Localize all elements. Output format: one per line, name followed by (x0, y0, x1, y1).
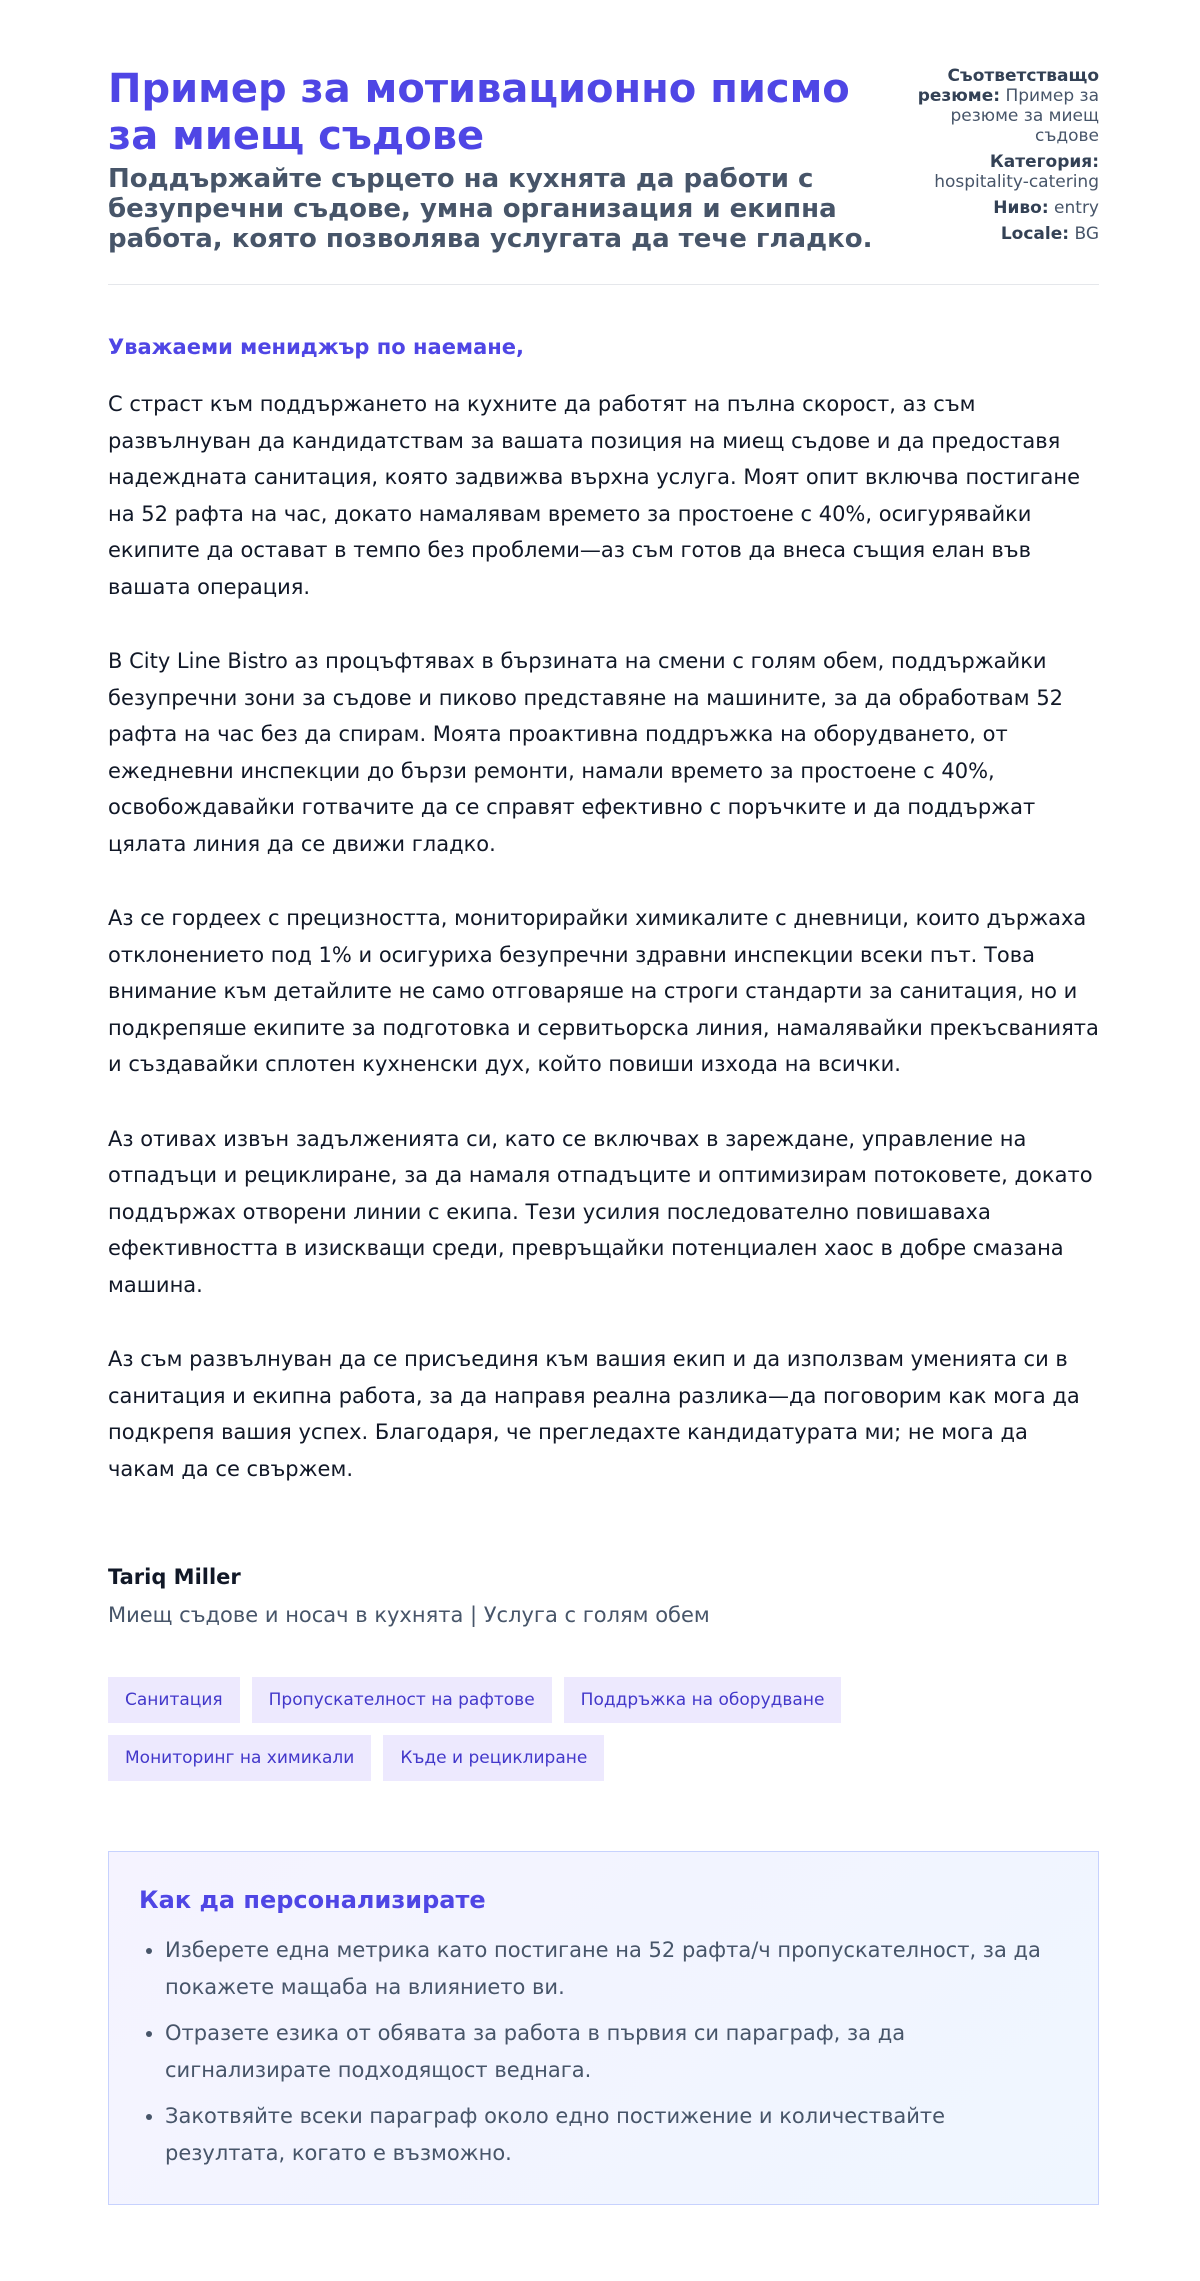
tag: Поддръжка на оборудване (564, 1677, 842, 1723)
meta-level: Ниво: entry (993, 198, 1099, 218)
meta-category: Категория: hospitality-catering (934, 152, 1099, 192)
salutation: Уважаеми мениджър по наемане, (108, 335, 525, 359)
paragraph: Аз се гордеех с прецизността, мониторирайки химикалите с дневници, които държаха отклонението под 1% и осигуриха безупречни здравни инспекции всеки път. Това внимание към детайлите не само отговаряше на строги стандарти за санитация, но и подкрепяше екипите за подготовка и сервитьорска линия, намалявайки прекъсванията и създавайки сплотен кухненски дух, който повиши изхода на всички. (108, 906, 1099, 1076)
tips-box (108, 1851, 1099, 2205)
tag-list (108, 1677, 888, 1781)
meta-panel (899, 66, 1099, 250)
signature-title: Миещ съдове и носач в кухнята | Услуга с голям обем (108, 1603, 710, 1627)
paragraph: Аз съм развълнуван да се присъединя към вашия екип и да използвам уменията си в санитация и екипна работа, за да направя реална разлика—да поговорим как мога да подкрепя вашия успех. Благодаря, че прегледахте кандидатурата ми; не мога да чакам да се свържем. (108, 1347, 1080, 1481)
page-subtitle: Поддържайте сърцето на кухнята да работи с безупречни съдове, умна организация и екипна работа, която позволява услугата да тече гладко. (108, 164, 873, 254)
page-title: Пример за мотивационно писмо за миещ съдове (108, 66, 850, 159)
tip-item: • Отразете езика от обявата за работа в първия си параграф, за да сигнализирате подходящост веднага. (165, 2015, 1068, 2089)
paragraph: Аз отивах извън задълженията си, като се включвах в зареждане, управление на отпадъци и рециклиране, за да намаля отпадъците и оптимизирам потоковете, докато поддържах отворени линии с екипа. Тези усилия последователно повишаваха ефективността в изискващи среди, превръщайки потенциален хаос в добре смазана машина. (108, 1126, 1093, 1297)
signature-name: Tariq Miller (108, 1565, 241, 1589)
paragraph: В City Line Bistro аз процъфтявах в бързината на смени с голям обем, поддържайки безупречни зони за съдове и пиково представяне на машините, за да обработвам 52 рафта на час без да спирам. Моята проактивна поддръжка на оборудването, от ежедневни инспекции до бързи ремонти, намали времето за простоене с 40%, освобождавайки готвачите да се справят ефективно с поръчките и да поддържат цялата линия да се движи гладко. (108, 649, 1064, 856)
tag: Мониторинг на химикали (108, 1735, 371, 1781)
tip-item: • Изберете една метрика като постигане на 52 рафта/ч пропускателност, за да покажете мащаба на влиянието ви. (165, 1932, 1068, 2006)
tip-item: • Закотвяйте всеки параграф около едно постижение и количествайте резултата, когато е възможно. (165, 2098, 1068, 2172)
tips-title: Как да персонализирате (139, 1886, 486, 1914)
letter-body (108, 386, 1099, 1487)
meta-locale: Locale: BG (1000, 224, 1099, 244)
tag: Къде и рециклиране (383, 1735, 604, 1781)
tag: Пропускателност на рафтове (252, 1677, 552, 1723)
tips-list (139, 1932, 1068, 2172)
meta-matching-resume: Съответстващо резюме: Пример за резюме за миещ съдове (917, 66, 1099, 146)
paragraph: С страст към поддържането на кухните да работят на пълна скорост, аз съм развълнуван да кандидатствам за вашата позиция на миещ съдове и да предоставя надеждната санитация, която задвижва върхна услуга. Моят опит включва постигане на 52 рафта на час, докато намалявам времето за простоене с 40%, осигурявайки екипите да остават в темпо без проблеми—аз съм готов да внеса същия елан във вашата операция. (108, 392, 1081, 599)
header (108, 66, 1099, 285)
tag: Санитация (108, 1677, 240, 1723)
